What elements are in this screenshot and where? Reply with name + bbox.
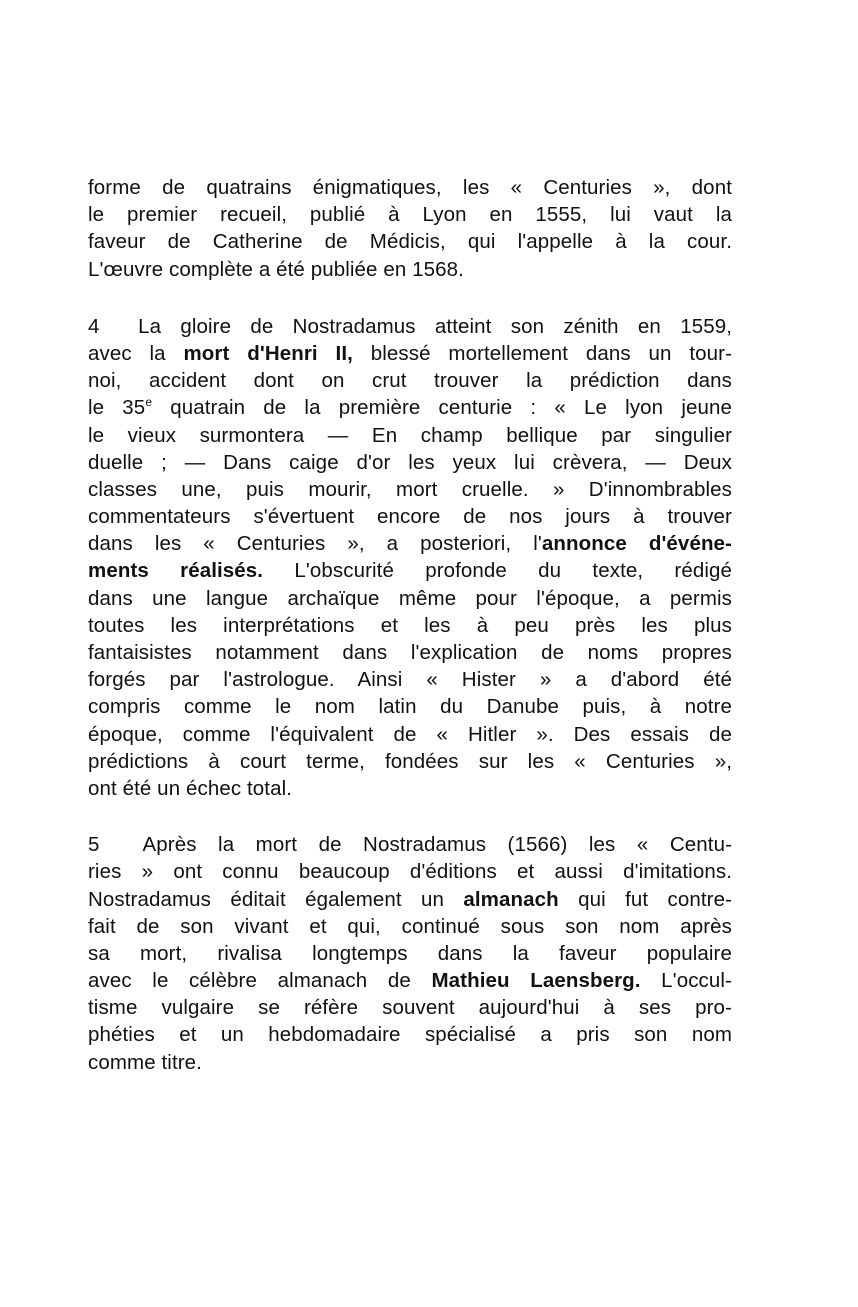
paragraph-3-continuation (88, 174, 732, 283)
text-line: sa mort, rivalisa longtemps dans la faveur populaire (88, 941, 732, 965)
text-line (88, 557, 732, 584)
text-line (88, 313, 732, 340)
text-line: toutes les interprétations et les à peu près les plus (88, 613, 732, 637)
bold-keyword: Mathieu Laensberg. (431, 969, 641, 993)
paragraph-5 (88, 831, 732, 1076)
text-line: phéties et un hebdomadaire spécialisé a pris son nom (88, 1023, 732, 1047)
text-segment: qui fut contre- (558, 887, 732, 911)
text-line: dans une langue archaïque même pour l'époque, a permis (88, 586, 732, 610)
text-line: le premier recueil, publié à Lyon en 1555, lui vaut la (88, 203, 732, 227)
text-line (88, 831, 732, 858)
text-line: fantaisistes notamment dans l'explication de noms propres (88, 641, 732, 664)
text-line: classes une, puis mourir, mort cruelle. » D'innombrables (88, 477, 732, 501)
text-segment: le 35 (88, 396, 146, 420)
text-segment: L'obscurité profonde du texte, rédigé (263, 559, 732, 583)
text-line: comme titre. (88, 1050, 202, 1074)
text-line: faveur de Catherine de Médicis, qui l'appelle à la cour. (88, 230, 732, 254)
bold-keyword: mort d'Henri II, (183, 341, 353, 365)
text-line (88, 886, 732, 913)
bold-keyword: ments réalisés. (88, 559, 264, 583)
paragraph-4 (88, 313, 732, 802)
text-line: forme de quatrains énigmatiques, les « Centuries », dont (88, 176, 732, 199)
text-line: L'œuvre complète a été publiée en 1568. (88, 257, 464, 281)
text-line: ries » ont connu beaucoup d'éditions et aussi d'imitations. (88, 860, 732, 884)
text-segment: La gloire de Nostradamus atteint son zénith en 1559, (138, 314, 732, 338)
text-line (88, 530, 732, 557)
text-line: duelle ; — Dans caige d'or les yeux lui crèvera, — Deux (88, 450, 732, 474)
text-line: noi, accident dont on crut trouver la prédiction dans (88, 369, 732, 393)
paragraph-gap (88, 283, 732, 313)
text-line: forgés par l'astrologue. Ainsi « Hister » a d'abord été (88, 668, 732, 692)
text-segment: quatrain de la première centurie : « Le lyon jeune (152, 396, 732, 420)
text-line: le vieux surmontera — En champ bellique par singulier (88, 423, 732, 447)
text-segment: Après la mort de Nostradamus (1566) les « Centu- (142, 833, 733, 857)
text-line: époque, comme l'équivalent de « Hitler ». Des essais de (88, 722, 732, 746)
bold-keyword: almanach (463, 887, 559, 911)
paragraph-gap (88, 802, 732, 831)
text-segment: avec la (88, 341, 184, 365)
text-line (88, 340, 732, 367)
page-body (88, 174, 732, 1076)
text-line: prédictions à court terme, fondées sur les « Centuries », (88, 749, 732, 773)
text-segment: Nostradamus éditait également un (88, 887, 464, 911)
text-line (88, 967, 732, 994)
bold-keyword: annonce d'événe- (541, 532, 732, 556)
text-segment: avec le célèbre almanach de (88, 969, 432, 993)
text-line (88, 394, 732, 421)
paragraph-number: 4 (88, 314, 100, 338)
superscript: e (145, 395, 153, 410)
text-line: fait de son vivant et qui, continué sous son nom après (88, 914, 732, 938)
text-line: commentateurs s'évertuent encore de nos jours à trouver (88, 505, 732, 529)
text-line: compris comme le nom latin du Danube puis, à notre (88, 695, 732, 719)
paragraph-number: 5 (88, 833, 100, 857)
text-segment: blessé mortellement dans un tour- (352, 341, 732, 365)
text-line: tisme vulgaire se réfère souvent aujourd'hui à ses pro- (88, 996, 732, 1020)
text-segment: L'occul- (640, 969, 732, 993)
text-segment: dans les « Centuries », a posteriori, l' (88, 532, 542, 556)
text-line: ont été un échec total. (88, 776, 293, 800)
